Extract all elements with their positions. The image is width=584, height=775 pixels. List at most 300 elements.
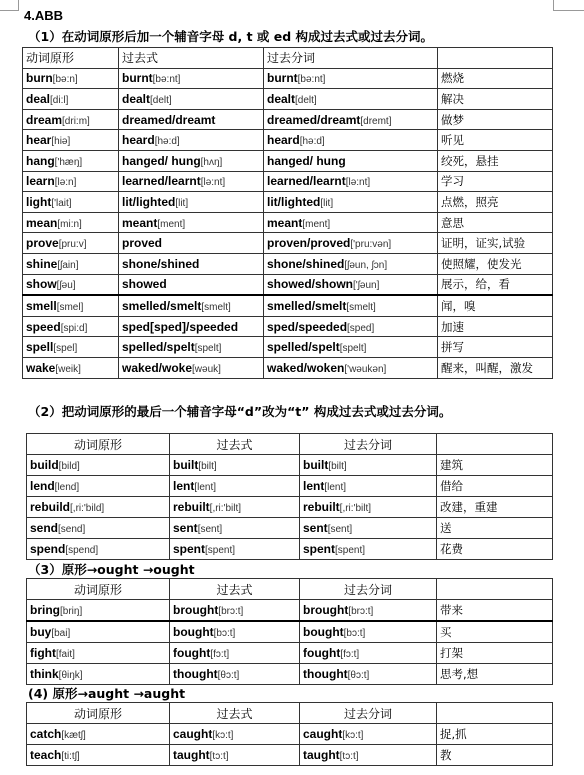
past-tense-word: taught	[173, 748, 210, 762]
table-row	[27, 643, 553, 664]
past-tense-word: shone/shined	[122, 256, 200, 271]
past-tense-cell	[119, 109, 264, 130]
past-participle-word: learned/learnt	[267, 174, 346, 189]
meaning-cell: 送	[437, 518, 553, 539]
past-participle-cell	[300, 476, 437, 497]
base-form-cell	[27, 643, 170, 664]
header-past-participle: 过去分词	[300, 434, 437, 455]
table-row	[23, 192, 553, 213]
past-participle-phonetic: [kɔ:t]	[342, 730, 364, 741]
past-participle-cell	[300, 724, 437, 745]
header-base-form: 动词原形	[23, 48, 119, 69]
table-header-row	[23, 48, 553, 69]
past-tense-phonetic: [fɔ:t]	[210, 649, 230, 660]
verb-table-3	[26, 578, 553, 685]
past-tense-phonetic: [sent]	[197, 524, 223, 535]
past-participle-phonetic: [lit]	[320, 197, 334, 209]
past-participle-phonetic: [bilt]	[328, 461, 347, 472]
base-form-cell	[23, 130, 119, 151]
base-form-word: spell	[26, 340, 54, 355]
header-meaning	[437, 579, 553, 600]
past-participle-cell	[264, 253, 438, 274]
header-base-form: 动词原形	[27, 703, 170, 724]
past-tense-word: burnt	[122, 71, 153, 86]
past-tense-cell	[170, 643, 300, 664]
base-form-phonetic: [bə:n]	[52, 74, 78, 86]
past-tense-cell	[119, 337, 264, 358]
meaning-cell: 建筑	[437, 455, 553, 476]
base-form-word: prove	[26, 236, 59, 251]
past-participle-cell	[264, 89, 438, 110]
past-tense-word: spelled/spelt	[122, 340, 195, 355]
base-form-word: speed	[26, 319, 61, 334]
past-participle-word: taught	[303, 748, 340, 762]
base-form-phonetic: [ti:tʃ]	[61, 751, 80, 762]
past-tense-word: spent	[173, 542, 206, 556]
past-participle-cell	[264, 192, 438, 213]
base-form-cell	[23, 192, 119, 213]
past-participle-cell	[264, 68, 438, 89]
past-tense-cell	[119, 253, 264, 274]
base-form-phonetic: [bai]	[51, 628, 71, 639]
past-tense-cell	[119, 357, 264, 378]
past-participle-cell	[300, 539, 437, 560]
page-corner-mark-right	[553, 0, 584, 11]
past-tense-phonetic: [hə:d]	[154, 136, 180, 148]
table-row	[27, 518, 553, 539]
past-participle-phonetic: [fɔ:t]	[340, 649, 360, 660]
base-form-cell	[27, 497, 170, 518]
base-form-cell	[27, 600, 170, 622]
past-tense-cell	[170, 664, 300, 685]
past-tense-cell	[119, 233, 264, 254]
base-form-phonetic: [ʃain]	[57, 259, 79, 271]
past-participle-cell	[264, 274, 438, 295]
base-form-phonetic: [hiə]	[51, 136, 71, 148]
past-tense-cell	[170, 476, 300, 497]
past-participle-phonetic: [dremt]	[360, 115, 392, 127]
past-tense-phonetic: [delt]	[150, 94, 172, 106]
meaning-cell: 打架	[437, 643, 553, 664]
past-participle-phonetic: [sped]	[347, 322, 375, 334]
header-meaning	[437, 703, 553, 724]
meaning-cell: 做梦	[438, 109, 553, 130]
meaning-cell: 加速	[438, 316, 553, 337]
past-tense-word: showed	[122, 277, 167, 292]
verb-table-4	[26, 702, 553, 766]
past-tense-cell	[119, 192, 264, 213]
base-form-word: spend	[30, 542, 66, 556]
past-participle-word: brought	[303, 603, 349, 617]
meaning-cell: 闻，嗅	[438, 295, 553, 316]
past-tense-word: heard	[122, 133, 155, 148]
past-participle-cell	[264, 150, 438, 171]
past-participle-cell	[264, 233, 438, 254]
base-form-word: catch	[30, 727, 62, 741]
past-tense-word: built	[173, 458, 199, 472]
past-tense-phonetic: [brɔ:t]	[218, 606, 244, 617]
past-tense-cell	[170, 539, 300, 560]
base-form-cell	[23, 171, 119, 192]
table-row	[23, 68, 553, 89]
past-tense-word: rebuilt	[173, 500, 210, 514]
base-form-cell	[23, 150, 119, 171]
past-tense-phonetic: [smelt]	[201, 301, 231, 313]
past-participle-phonetic: [lə:nt]	[345, 177, 371, 189]
table-row	[23, 274, 553, 295]
past-participle-phonetic: ['pru:vən]	[350, 239, 392, 251]
past-tense-phonetic: [kɔ:t]	[212, 730, 234, 741]
past-participle-word: waked/woken	[267, 360, 345, 375]
past-tense-cell	[119, 130, 264, 151]
past-participle-word: proven/proved	[267, 236, 351, 251]
past-tense-cell	[170, 497, 300, 518]
past-participle-word: showed/shown	[267, 277, 354, 292]
base-form-phonetic: [smel]	[56, 301, 84, 313]
past-tense-word: learned/learnt	[122, 174, 201, 189]
base-form-cell	[23, 253, 119, 274]
past-participle-word: rebuilt	[303, 500, 340, 514]
past-tense-word: lit/lighted	[122, 194, 176, 209]
table-row	[23, 130, 553, 151]
past-participle-word: dreamed/dreamt	[267, 112, 361, 127]
table-row	[27, 455, 553, 476]
past-tense-cell	[119, 150, 264, 171]
base-form-phonetic: [di:l]	[50, 94, 69, 106]
header-past-participle: 过去分词	[264, 48, 438, 69]
base-form-word: buy	[30, 625, 52, 639]
past-participle-word: built	[303, 458, 329, 472]
past-tense-word: fought	[173, 646, 211, 660]
past-participle-cell	[264, 109, 438, 130]
meaning-cell: 使照耀，使发光	[438, 253, 553, 274]
past-tense-cell	[119, 295, 264, 316]
past-participle-phonetic: [spent]	[335, 545, 366, 556]
base-form-cell	[27, 455, 170, 476]
table-row	[23, 150, 553, 171]
base-form-cell	[23, 274, 119, 295]
base-form-phonetic: [mi:n]	[57, 218, 82, 230]
past-participle-word: dealt	[267, 91, 296, 106]
base-form-word: dream	[26, 112, 63, 127]
past-participle-phonetic: [,ri:'bilt]	[339, 503, 372, 514]
table-row	[23, 89, 553, 110]
base-form-word: hear	[26, 133, 52, 148]
table-row	[23, 109, 553, 130]
table-row	[23, 357, 553, 378]
base-form-word: rebuild	[30, 500, 71, 514]
past-participle-word: caught	[303, 727, 343, 741]
past-participle-cell	[300, 621, 437, 643]
past-participle-phonetic: [bɔ:t]	[343, 628, 366, 639]
base-form-word: shine	[26, 256, 58, 271]
meaning-cell: 听见	[438, 130, 553, 151]
header-base-form: 动词原形	[27, 434, 170, 455]
past-tense-cell	[119, 68, 264, 89]
base-form-phonetic: [lend]	[54, 482, 80, 493]
table-row	[23, 233, 553, 254]
table-row	[23, 295, 553, 316]
past-tense-cell	[119, 89, 264, 110]
base-form-word: burn	[26, 71, 53, 86]
past-participle-word: meant	[267, 215, 303, 230]
past-tense-phonetic: [lə:nt]	[200, 177, 226, 189]
past-tense-phonetic: [lent]	[194, 482, 217, 493]
past-tense-phonetic: [tɔ:t]	[209, 751, 229, 762]
base-form-cell	[23, 337, 119, 358]
header-meaning	[437, 434, 553, 455]
past-participle-cell	[264, 316, 438, 337]
past-tense-cell	[119, 274, 264, 295]
header-past-participle: 过去分词	[300, 703, 437, 724]
past-participle-word: sped/speeded	[267, 319, 348, 334]
base-form-phonetic: [kætʃ]	[61, 730, 86, 741]
meaning-cell: 思考,想	[437, 664, 553, 685]
base-form-cell	[27, 724, 170, 745]
past-participle-phonetic: [bə:nt]	[297, 74, 326, 86]
past-participle-phonetic: [θɔ:t]	[347, 670, 370, 681]
table-row	[27, 476, 553, 497]
past-tense-word: caught	[173, 727, 213, 741]
past-tense-word: smelled/smelt	[122, 298, 202, 313]
past-participle-phonetic: ['ʃəun]	[353, 280, 380, 292]
table-row	[23, 253, 553, 274]
past-participle-phonetic: [ment]	[302, 218, 331, 230]
base-form-cell	[23, 109, 119, 130]
past-tense-phonetic: [ment]	[157, 218, 186, 230]
past-participle-cell	[264, 171, 438, 192]
meaning-cell: 带来	[437, 600, 553, 622]
base-form-cell	[23, 89, 119, 110]
base-form-cell	[27, 518, 170, 539]
past-tense-phonetic: [,ri:'bilt]	[209, 503, 242, 514]
header-past-tense: 过去式	[170, 579, 300, 600]
past-tense-phonetic: [bə:nt]	[152, 74, 181, 86]
past-tense-phonetic: [spent]	[205, 545, 236, 556]
past-tense-cell	[119, 316, 264, 337]
rule-note-2: （2）把动词原形的最后一个辅音字母“d”改为“t” 构成过去式或过去分词。	[28, 404, 452, 419]
base-form-cell	[27, 539, 170, 560]
base-form-cell	[27, 664, 170, 685]
header-past-tense: 过去式	[170, 434, 300, 455]
meaning-cell: 买	[437, 621, 553, 643]
table-header-row	[27, 579, 553, 600]
past-participle-cell	[264, 357, 438, 378]
base-form-phonetic: [spend]	[65, 545, 99, 556]
base-form-cell	[23, 68, 119, 89]
base-form-phonetic: ['hæŋ]	[54, 156, 83, 168]
past-tense-phonetic: [spelt]	[194, 343, 222, 355]
base-form-word: deal	[26, 91, 51, 106]
table-row	[23, 337, 553, 358]
past-participle-word: bought	[303, 625, 344, 639]
header-past-tense: 过去式	[170, 703, 300, 724]
past-tense-word: dreamed/dreamt	[122, 112, 216, 127]
meaning-cell: 学习	[438, 171, 553, 192]
past-participle-phonetic: [hə:d]	[299, 136, 325, 148]
base-form-word: wake	[26, 360, 56, 375]
past-tense-word: hanged/ hung	[122, 153, 201, 168]
base-form-word: learn	[26, 174, 55, 189]
page-corner-mark-left	[0, 0, 19, 11]
header-meaning	[438, 48, 553, 69]
past-participle-phonetic: [brɔ:t]	[348, 606, 374, 617]
past-participle-word: smelled/smelt	[267, 298, 347, 313]
table-row	[23, 171, 553, 192]
past-participle-phonetic: ['wəukən]	[344, 363, 387, 375]
past-participle-phonetic: [smelt]	[346, 301, 376, 313]
meaning-cell: 证明，证实,试验	[438, 233, 553, 254]
base-form-phonetic: [spel]	[53, 343, 78, 355]
base-form-word: send	[30, 521, 59, 535]
base-form-word: smell	[26, 298, 57, 313]
meaning-cell: 展示，给，看	[438, 274, 553, 295]
base-form-word: lend	[30, 479, 55, 493]
meaning-cell: 绞死，悬挂	[438, 150, 553, 171]
past-participle-word: lent	[303, 479, 325, 493]
verb-table-2	[26, 433, 553, 560]
past-participle-phonetic: [ʃəun, ʃɔn]	[344, 259, 388, 271]
meaning-cell: 醒来，叫醒，激发	[438, 357, 553, 378]
past-participle-phonetic: [delt]	[295, 94, 317, 106]
table-row	[27, 600, 553, 622]
base-form-phonetic: [spi:d]	[60, 322, 88, 334]
past-participle-word: sent	[303, 521, 328, 535]
base-form-cell	[27, 621, 170, 643]
meaning-cell: 借给	[437, 476, 553, 497]
past-tense-word: lent	[173, 479, 195, 493]
past-participle-cell	[264, 295, 438, 316]
past-tense-word: bought	[173, 625, 214, 639]
past-participle-word: heard	[267, 133, 300, 148]
base-form-phonetic: [,ri:'bild]	[70, 503, 105, 514]
past-tense-word: waked/woke	[122, 360, 193, 375]
meaning-cell: 意思	[438, 212, 553, 233]
past-participle-cell	[264, 337, 438, 358]
past-participle-cell	[300, 745, 437, 766]
table-row	[27, 664, 553, 685]
base-form-phonetic: [lə:n]	[54, 177, 77, 189]
header-past-participle: 过去分词	[300, 579, 437, 600]
table-row	[23, 316, 553, 337]
base-form-word: teach	[30, 748, 62, 762]
base-form-word: show	[26, 277, 57, 292]
table-row	[27, 621, 553, 643]
base-form-cell	[23, 233, 119, 254]
header-past-tense: 过去式	[119, 48, 264, 69]
past-tense-cell	[170, 455, 300, 476]
past-tense-cell	[170, 724, 300, 745]
section-title: 4.ABB	[24, 8, 64, 23]
base-form-phonetic: [ʃəu]	[56, 280, 76, 292]
meaning-cell: 点燃，照亮	[438, 192, 553, 213]
meaning-cell: 燃烧	[438, 68, 553, 89]
table-row	[27, 497, 553, 518]
base-form-word: fight	[30, 646, 56, 660]
past-tense-cell	[170, 518, 300, 539]
past-tense-phonetic: [hʌŋ]	[200, 156, 223, 168]
past-tense-phonetic: [lit]	[175, 197, 189, 209]
base-form-phonetic: [bild]	[58, 461, 80, 472]
base-form-phonetic: [send]	[58, 524, 86, 535]
rule-note-1: （1）在动词原形后加一个辅音字母 d, t 或 ed 构成过去式或过去分词。	[28, 29, 434, 44]
base-form-cell	[23, 295, 119, 316]
base-form-cell	[27, 476, 170, 497]
base-form-phonetic: [weik]	[55, 363, 81, 375]
base-form-word: think	[30, 667, 59, 681]
base-form-word: light	[26, 194, 52, 209]
past-tense-cell	[170, 600, 300, 622]
meaning-cell: 改建，重建	[437, 497, 553, 518]
past-tense-word: proved	[122, 236, 163, 251]
table-header-row	[27, 703, 553, 724]
base-form-phonetic: ['lait]	[51, 197, 72, 209]
past-participle-cell	[300, 455, 437, 476]
base-form-word: hang	[26, 153, 55, 168]
table-row	[27, 539, 553, 560]
base-form-cell	[23, 212, 119, 233]
past-tense-cell	[119, 171, 264, 192]
rule-note-3: （3）原形→ought →ought	[28, 562, 195, 577]
base-form-cell	[27, 745, 170, 766]
past-tense-phonetic: [wəuk]	[192, 363, 221, 375]
past-participle-phonetic: [spelt]	[339, 343, 367, 355]
rule-note-4: (4) 原形→aught →aught	[28, 686, 186, 701]
table-row	[27, 745, 553, 766]
past-tense-phonetic: [bɔ:t]	[213, 628, 236, 639]
base-form-word: build	[30, 458, 59, 472]
past-participle-phonetic: [lent]	[324, 482, 347, 493]
base-form-phonetic: [briŋ]	[60, 606, 83, 617]
past-tense-word: dealt	[122, 91, 151, 106]
past-tense-word: thought	[173, 667, 218, 681]
table-row	[27, 724, 553, 745]
past-participle-phonetic: [tɔ:t]	[339, 751, 359, 762]
past-participle-word: fought	[303, 646, 341, 660]
past-tense-cell	[119, 212, 264, 233]
past-participle-cell	[264, 130, 438, 151]
past-participle-word: hanged/ hung	[267, 153, 346, 168]
past-participle-cell	[300, 518, 437, 539]
past-participle-cell	[264, 212, 438, 233]
past-participle-word: shone/shined	[267, 256, 345, 271]
past-tense-word: sped[sped]/speeded	[122, 319, 239, 334]
past-participle-cell	[300, 643, 437, 664]
past-participle-phonetic: [sent]	[327, 524, 353, 535]
base-form-phonetic: [θiŋk]	[58, 670, 83, 681]
past-participle-cell	[300, 664, 437, 685]
past-participle-word: spelled/spelt	[267, 340, 340, 355]
base-form-word: mean	[26, 215, 58, 230]
past-participle-word: burnt	[267, 71, 298, 86]
past-participle-word: lit/lighted	[267, 194, 321, 209]
past-tense-word: sent	[173, 521, 198, 535]
base-form-phonetic: [fait]	[56, 649, 75, 660]
past-participle-cell	[300, 497, 437, 518]
verb-table-1	[22, 47, 553, 379]
meaning-cell: 教	[437, 745, 553, 766]
meaning-cell: 花费	[437, 539, 553, 560]
past-tense-cell	[170, 745, 300, 766]
past-participle-cell	[300, 600, 437, 622]
meaning-cell: 拼写	[438, 337, 553, 358]
past-tense-word: brought	[173, 603, 219, 617]
past-tense-word: meant	[122, 215, 158, 230]
base-form-cell	[23, 357, 119, 378]
base-form-phonetic: [dri:m]	[62, 115, 90, 127]
table-header-row	[27, 434, 553, 455]
past-participle-word: spent	[303, 542, 336, 556]
